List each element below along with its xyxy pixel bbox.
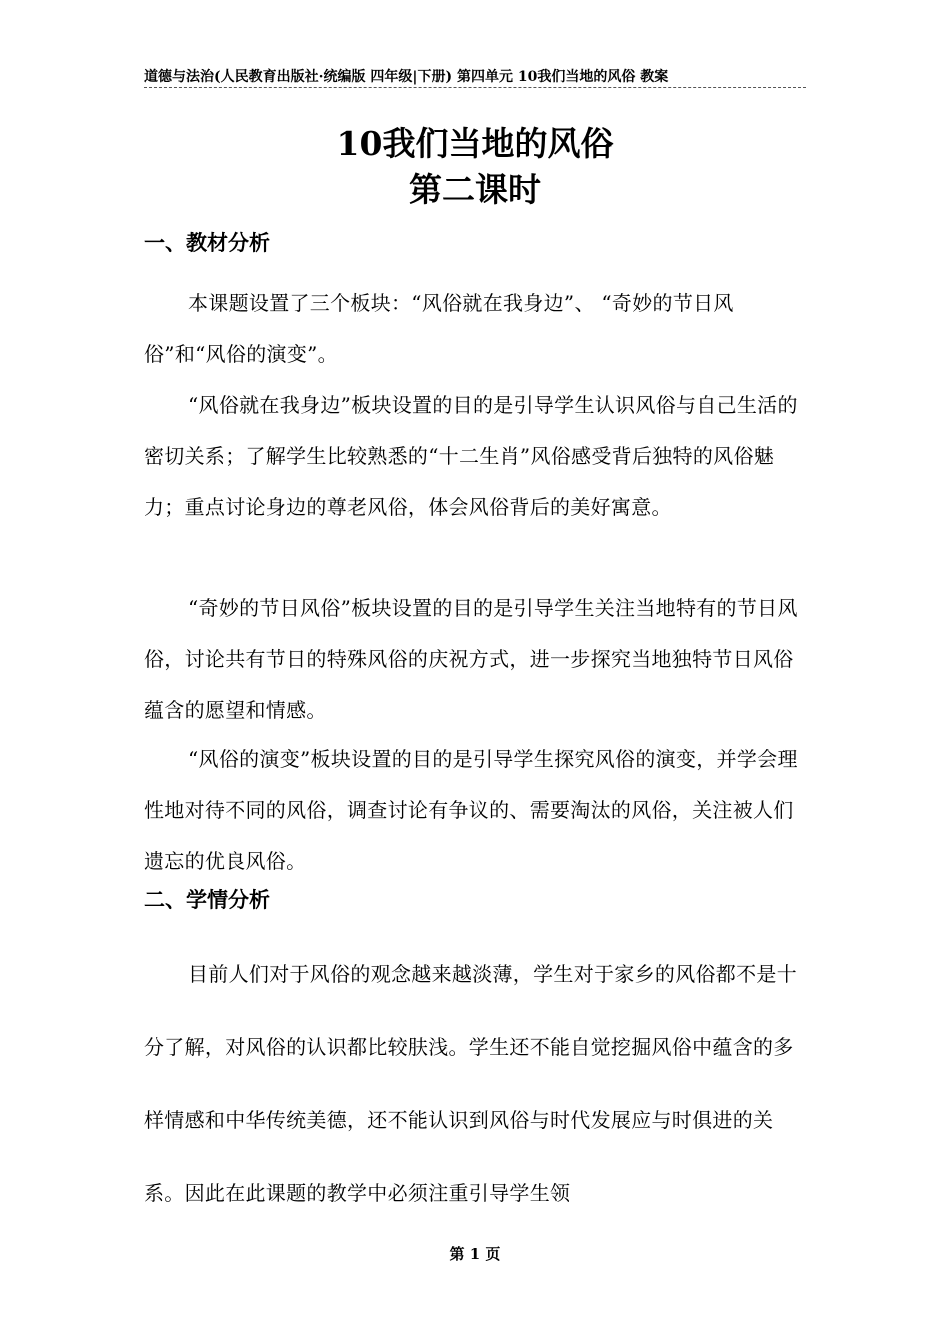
lesson-subtitle: 第二课时 — [409, 170, 541, 209]
lesson-title: 10我们当地的风俗 — [336, 124, 614, 163]
paragraph: 本课题设置了三个板块：“风俗就在我身边”、 “奇妙的节日风俗”和“风俗的演变”。 — [144, 291, 734, 366]
paragraph: “风俗的演变”板块设置的目的是引导学生探究风俗的演变，并学会理性地对待不同的风俗，调查讨论有争议的、需要淘汰的风俗，关注被人们遗忘的优良风俗。 — [144, 747, 798, 873]
section-heading-textbook-analysis: 一、教材分析 — [144, 231, 270, 255]
section-heading-student-analysis: 二、学情分析 — [144, 888, 270, 912]
paragraph: 目前人们对于风俗的观念越来越淡薄，学生对于家乡的风俗都不是十分了解，对风俗的认识都比较肤浅。学生还不能自觉挖掘风俗中蕴含的多样情感和中华传统美德，还不能认识到风俗与时代发展应与时俱进的关系。因此在此课题的教学中必须注重引导学生领 — [144, 962, 797, 1205]
paragraph: “风俗就在我身边”板块设置的目的是引导学生认识风俗与自己生活的密切关系；了解学生比较熟悉的“十二生肖”风俗感受背后独特的风俗魅力；重点讨论身边的尊老风俗，体会风俗背后的美好寓意。 — [144, 393, 798, 519]
page-header: 道德与法治(人民教育出版社·统编版 四年级|下册) 第四单元 10我们当地的风俗 教案 — [144, 68, 806, 88]
page-number: 第 1 页 — [449, 1245, 501, 1263]
paragraph: “奇妙的节日风俗”板块设置的目的是引导学生关注当地特有的节日风俗，讨论共有节日的特殊风俗的庆祝方式，进一步探究当地独特节日风俗蕴含的愿望和情感。 — [144, 596, 798, 722]
